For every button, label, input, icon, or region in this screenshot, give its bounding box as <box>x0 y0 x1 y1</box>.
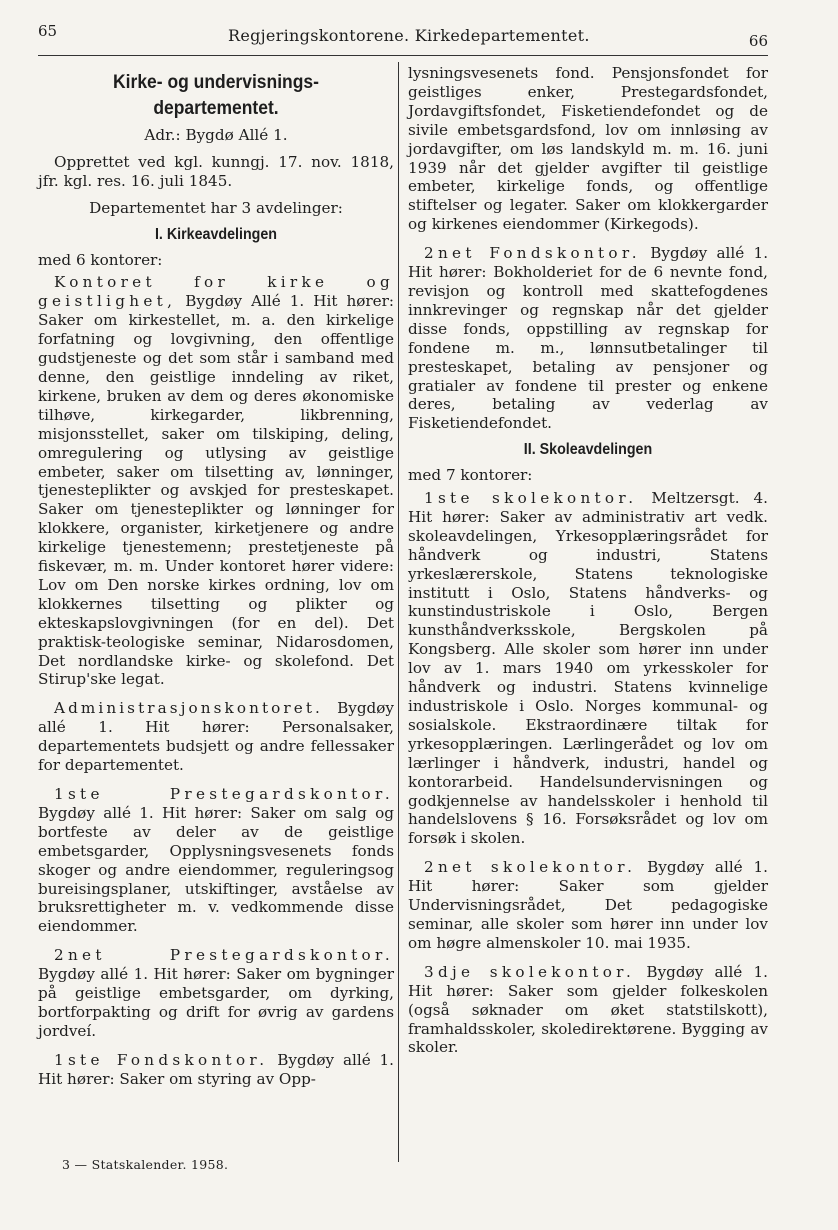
department-title-line2: departementet. <box>153 98 279 119</box>
office-name: 1ste Prestegardskontor. <box>54 785 394 803</box>
founded-note: Opprettet ved kgl. kunngj. 17. nov. 1818, jfr. kgl. res. 16. juli 1845. <box>38 152 394 190</box>
section-heading-skoleavdelingen: II. Skoleavdelingen <box>523 441 653 459</box>
office-entry <box>38 785 394 936</box>
section-heading-kirkeavdelingen: I. Kirkeavdelingen <box>154 225 278 243</box>
office-description: Bygdøy Allé 1. Hit hører: Saker om kirkestellet, m. a. den kirkelige forfatning og lovgivning, den offentlige gudstjeneste og det som står i samband med denne, den geistlige inndeling av riket, kirkene, bruken av dem og deres økonomiske tilhøve, kirkegarder, likbrenning, misjonsstellet, saker om tilskiping, deling, omregulering og utlysing av geistlige embeter, saker om tilsetting av, lønninger, tjenesteplikter og avskjed for presteskapet. Saker om tjenesteplikter og lønninger for klokkere, organister, kirketjenere og andre kirkelige tjenestemenn; prestetjeneste på fiskevær, m. m. Under kontoret hører videre: Lov om Den norske kirkes ordning, lov om klokkernes tilsetting og plikter og ekteskapslovgivningen (for en del). Det praktisk-teologiske seminar, Nidarosdomen, Det nordlandske kirke- og skolefond. Det Stirup'ske legat. <box>38 292 395 689</box>
office-entry <box>408 858 768 953</box>
office-description: Bygdøy allé 1. Hit hører: Saker om salg og bortfeste av deler av de geistlige embetsgarder, Opplysningsvesenets fonds skoger og andre eiendommer, reguleringsog bureisingsplaner, utskiftinger, avståelse av bruksrettigheter m. v. vedkommende disse eiendommer. <box>38 803 394 936</box>
header-rule <box>38 55 768 56</box>
department-title <box>52 70 380 122</box>
section-intro: med 7 kontorer: <box>408 466 533 485</box>
column-divider <box>398 62 399 1162</box>
office-entry <box>38 273 394 689</box>
page-number-right: 66 <box>748 32 768 50</box>
page-header <box>38 18 768 52</box>
office-description: Bygdøy allé 1. Hit hører: Saker som gjelder Undervisningsrådet, Det pedagogiske seminar, alle skoler som hører inn under lov om høgre almenskoler 10. mai 1935. <box>408 858 769 952</box>
continuation-text: lysningsvesenets fond. Pensjonsfondet for geistliges enker, Prestegardsfondet, Jordavgiftsfondet, Fisketiendefondet og de sivile embetsgardsfond, lov om innløsing av jordavgifter, om løs landskyld m. m. 16. juni 1939 når det gjelder avgifter til geistlige embeter, kirkelige fonds, og offentlige stiftelser og legater. Saker om klokkergarder og kirkenes eiendommer (Kirkegods). <box>408 64 768 234</box>
page-number-left: 65 <box>38 22 58 40</box>
office-entry <box>408 963 768 1058</box>
office-description: Bygdøy allé 1. Hit hører: Saker om styring av Opp- <box>38 1050 394 1088</box>
office-description: Bygdøy allé 1. Hit hører: Personalsaker, departementets budsjett og andre fellessaker for departementet. <box>38 699 394 775</box>
office-name: 2net Prestegardskontor. <box>54 946 394 965</box>
office-name: 2net skolekontor. <box>424 858 637 877</box>
page-footer: 3 — Statskalender. 1958. <box>62 1157 229 1172</box>
office-entry <box>408 489 768 848</box>
right-column <box>408 64 768 1057</box>
office-entry <box>408 244 768 433</box>
office-description: Meltzersgt. 4. Hit hører: Saker av administrativ art vedk. skoleavdelingen, Yrkesopplæringsrådet for håndverk og industri, Statens yrkeslærerskole, Statens teknologiske institutt i Oslo, Statens håndverks- og kunstindustriskole i Oslo, Bergen kunsthåndverksskole, Bergskolen på Kongsberg. Alle skoler som hører inn under lov av 1. mars 1940 om yrkesskoler for håndverk og industri. Statens kvinnelige industriskole i Oslo. Norges kommunal- og sosialskole. Ekstraordinære tiltak for yrkesopplæringen. Lærlingerådet og lov om lærlinger i håndverk, industri, handel og kontorarbeid. Handelsundervisningen og godkjennelse av handelsskoler i henhold til handelslovens § 16. Forsøksrådet og lov om forsøk i skolen. <box>408 489 769 848</box>
office-name: Kontoret for kirke og geistlighet, <box>38 273 394 311</box>
office-name: 1ste Fondskontor. <box>54 1050 269 1069</box>
divisions-note: Departementet har 3 avdelinger: <box>89 198 343 217</box>
office-description: Bygdøy allé 1. Hit hører: Saker om bygninger på geistlige embetsgarder, om dyrking, bortforpakting og drift for øvrig av gardens jordveí. <box>38 965 394 1040</box>
office-entry <box>38 699 394 775</box>
office-name: Administrasjonskontoret. <box>54 699 323 718</box>
left-column <box>38 64 394 1089</box>
office-description: Bygdøy allé 1. Hit hører: Saker som gjelder folkeskolen (også søknader om øket statstilskott), framhaldsskoler, skoledirektørene. Bygging av skoler. <box>408 962 768 1057</box>
running-title: Regjeringskontorene. Kirkedepartementet. <box>228 26 590 45</box>
office-entry <box>38 1051 394 1089</box>
department-title-line1: Kirke- og undervisnings- <box>113 72 319 93</box>
department-address: Adr.: Bygdø Allé 1. <box>144 126 288 144</box>
office-name: 3dje skolekontor. <box>424 962 636 981</box>
section-intro: med 6 kontorer: <box>38 250 163 269</box>
office-description: Bygdøy allé 1. Hit hører: Bokholderiet for de 6 nevnte fond, revisjon og kontroll med skattefogdenes innkrevinger og regnskap når det gjelder disse fonds, oppstilling av regnskap for fondene m. m., lønnsutbetalinger til presteskapet, betaling av pensjoner og gratialer av fondene til prester og enkene deres, betaling av vederlag av Fisketiendefondet. <box>408 244 769 433</box>
office-name: 1ste skolekontor. <box>424 489 638 508</box>
office-name: 2net Fondskontor. <box>424 244 641 263</box>
office-entry <box>38 946 394 1041</box>
